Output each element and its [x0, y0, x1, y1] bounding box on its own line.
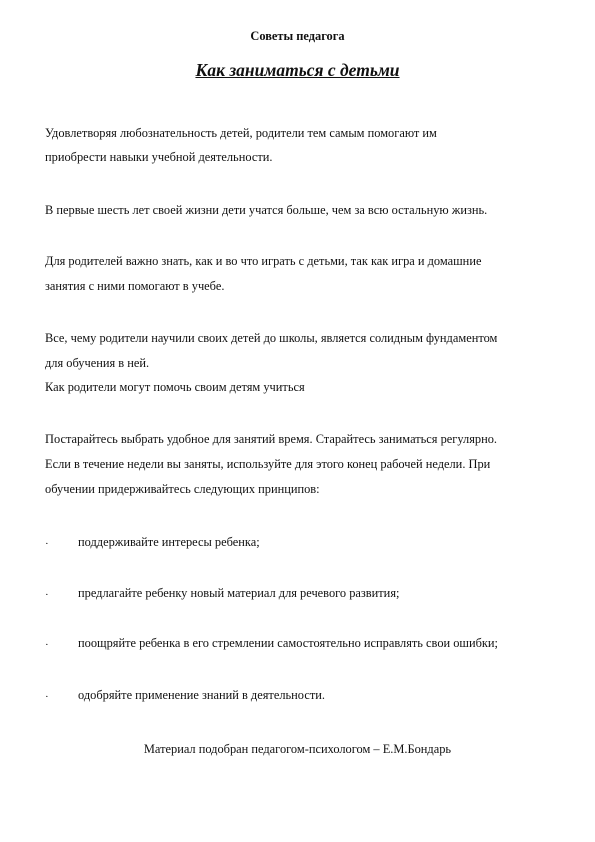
paragraph-4-line-3: Как родители могут помочь своим детям учиться [45, 380, 305, 394]
paragraph-5-line-2: Если в течение недели вы заняты, используйте для этого конец рабочей недели. При [45, 457, 491, 471]
paragraph-3-line-1: Для родителей важно знать, как и во что играть с детьми, так как игра и домашние [45, 254, 482, 268]
bullet-item-2: предлагайте ребенку новый материал для речевого развития; [78, 586, 400, 600]
bullet-marker-1: · [45, 538, 49, 550]
document-title: Как заниматься с детьми [195, 60, 400, 80]
bullet-item-3: поощряйте ребенка в его стремлении самостоятельно исправлять свои ошибки; [78, 636, 499, 650]
paragraph-5-line-3: обучении придерживайтесь следующих принципов: [45, 482, 320, 496]
paragraph-4-line-2: для обучения в ней. [45, 356, 150, 370]
bullet-item-1: поддерживайте интересы ребенка; [78, 535, 260, 549]
paragraph-5-line-1: Постарайтесь выбрать удобное для занятий время. Старайтесь заниматься регулярно. [45, 432, 498, 446]
bullet-item-4: одобряйте применение знаний в деятельности. [78, 688, 325, 702]
bullet-marker-4: · [45, 691, 49, 703]
paragraph-3-line-2: занятия с ними помогают в учебе. [45, 279, 225, 293]
paragraph-1-line-1: Удовлетворяя любознательность детей, родители тем самым помогают им [45, 126, 437, 140]
bullet-marker-3: · [45, 639, 49, 651]
document-header: Советы педагога [250, 29, 345, 43]
document-footer: Материал подобран педагогом-психологом – Е.М.Бондарь [143, 742, 452, 756]
bullet-marker-2: · [45, 589, 49, 601]
paragraph-1-line-2: приобрести навыки учебной деятельности. [45, 150, 273, 164]
paragraph-2-line-1: В первые шесть лет своей жизни дети учатся больше, чем за всю остальную жизнь. [45, 203, 488, 217]
paragraph-4-line-1: Все, чему родители научили своих детей до школы, является солидным фундаментом [45, 331, 498, 345]
